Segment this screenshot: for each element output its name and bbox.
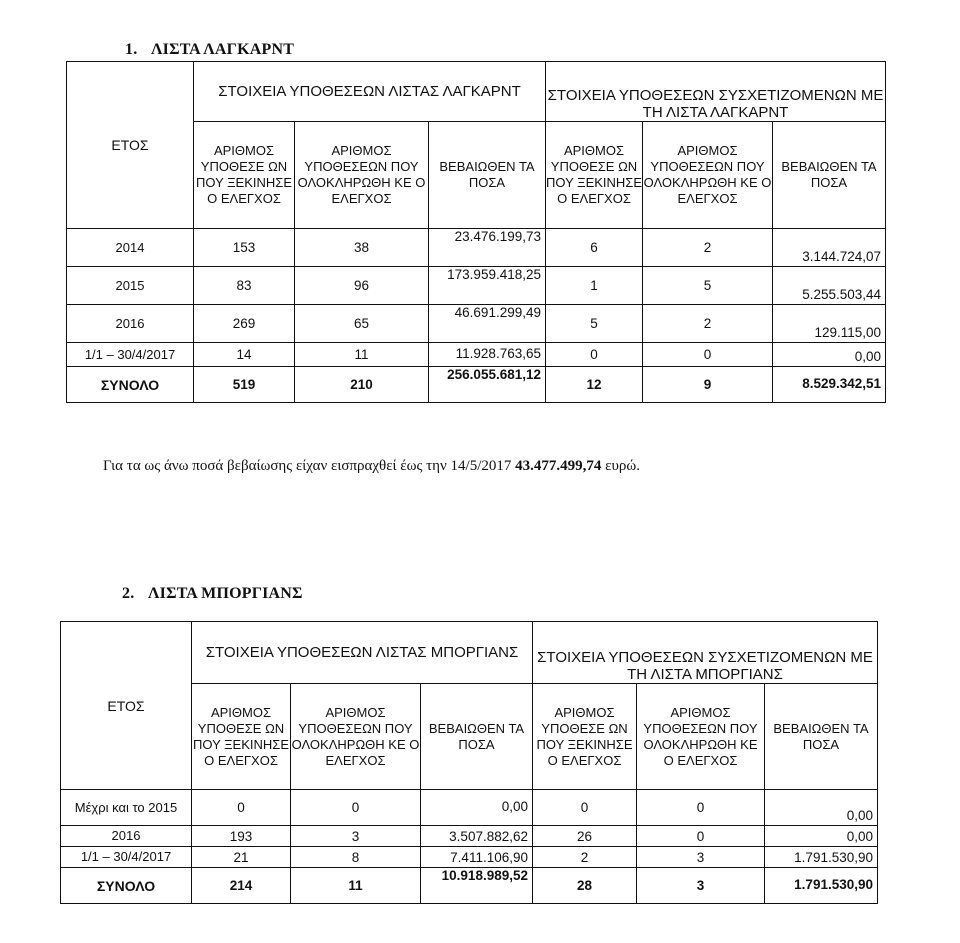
cell-related-completed: 0 <box>643 343 773 367</box>
group-header-list: ΣΤΟΙΧΕΙΑ ΥΠΟΘΕΣΕΩΝ ΛΙΣΤΑΣ ΜΠΟΡΓΙΑΝΣ <box>192 622 533 684</box>
cell-related-completed: 2 <box>643 305 773 343</box>
row-year: 2014 <box>67 229 194 267</box>
table-row <box>61 826 878 847</box>
col-related-started: ΑΡΙΘΜΟΣ ΥΠΟΘΕΣΕ ΩΝ ΠΟΥ ΞΕΚΙΝΗΣΕ Ο ΕΛΕΓΧΟΣ <box>533 684 637 790</box>
cell-related-completed: 0 <box>637 790 765 826</box>
col-completed: ΑΡΙΘΜΟΣ ΥΠΟΘΕΣΕΩΝ ΠΟΥ ΟΛΟΚΛΗΡΩΘΗ ΚΕ Ο ΕΛΕΓΧΟΣ <box>291 684 421 790</box>
cell-certified-amount: 7.411.106,90 <box>421 847 533 868</box>
table-row <box>61 847 878 868</box>
total-row <box>67 367 886 403</box>
row-year: 1/1 – 30/4/2017 <box>67 343 194 367</box>
group-header-related: ΣΤΟΙΧΕΙΑ ΥΠΟΘΕΣΕΩΝ ΣΥΣΧΕΤΙΖΟΜΕΝΩΝ ΜΕ ΤΗ ΛΙΣΤΑ ΜΠΟΡΓΙΑΝΣ <box>533 622 878 684</box>
col-started: ΑΡΙΘΜΟΣ ΥΠΟΘΕΣΕ ΩΝ ΠΟΥ ΞΕΚΙΝΗΣΕ Ο ΕΛΕΓΧΟΣ <box>194 122 295 229</box>
section-2-heading <box>122 585 303 603</box>
section-1-number: 1. <box>125 41 138 58</box>
table-row <box>67 343 886 367</box>
cell-related-started: 0 <box>533 790 637 826</box>
cell-related-certified-amount: 3.144.724,07 <box>773 229 886 267</box>
year-header: ΕΤΟΣ <box>67 62 194 229</box>
cell-certified-amount: 23.476.199,73 <box>429 229 546 267</box>
cell-completed: 3 <box>291 826 421 847</box>
total-certified-amount: 10.918.989,52 <box>421 868 533 904</box>
table-row <box>67 267 886 305</box>
cell-completed: 0 <box>291 790 421 826</box>
cell-certified-amount: 173.959.418,25 <box>429 267 546 305</box>
col-related-completed: ΑΡΙΘΜΟΣ ΥΠΟΘΕΣΕΩΝ ΠΟΥ ΟΛΟΚΛΗΡΩΘΗ ΚΕ Ο ΕΛΕΓΧΟΣ <box>643 122 773 229</box>
borgians-table <box>60 621 878 904</box>
note-unit: ευρώ. <box>605 458 640 474</box>
note-text: Για τα ως άνω ποσά βεβαίωσης είχαν εισπραχθεί έως την 14/5/2017 <box>103 458 512 474</box>
year-header: ΕΤΟΣ <box>61 622 192 790</box>
total-label: ΣΥΝΟΛΟ <box>67 367 194 403</box>
cell-related-completed: 0 <box>637 826 765 847</box>
cell-certified-amount: 46.691.299,49 <box>429 305 546 343</box>
total-started: 519 <box>194 367 295 403</box>
note-amount: 43.477.499,74 <box>515 458 602 474</box>
col-related-completed: ΑΡΙΘΜΟΣ ΥΠΟΘΕΣΕΩΝ ΠΟΥ ΟΛΟΚΛΗΡΩΘΗ ΚΕ Ο ΕΛΕΓΧΟΣ <box>637 684 765 790</box>
col-certified-amounts: ΒΕΒΑΙΩΘΕΝ ΤΑ ΠΟΣΑ <box>429 122 546 229</box>
group-header-related: ΣΤΟΙΧΕΙΑ ΥΠΟΘΕΣΕΩΝ ΣΥΣΧΕΤΙΖΟΜΕΝΩΝ ΜΕ ΤΗ ΛΙΣΤΑ ΛΑΓΚΑΡΝΤ <box>546 62 886 122</box>
cell-related-completed: 3 <box>637 847 765 868</box>
cell-completed: 96 <box>295 267 429 305</box>
cell-completed: 38 <box>295 229 429 267</box>
cell-related-certified-amount: 0,00 <box>765 790 878 826</box>
total-related-certified-amount: 1.791.530,90 <box>765 868 878 904</box>
cell-related-started: 5 <box>546 305 643 343</box>
total-related-completed: 9 <box>643 367 773 403</box>
cell-related-started: 2 <box>533 847 637 868</box>
cell-related-started: 6 <box>546 229 643 267</box>
table-row <box>67 229 886 267</box>
row-year: 1/1 – 30/4/2017 <box>61 847 192 868</box>
total-started: 214 <box>192 868 291 904</box>
cell-started: 83 <box>194 267 295 305</box>
total-label: ΣΥΝΟΛΟ <box>61 868 192 904</box>
col-started: ΑΡΙΘΜΟΣ ΥΠΟΘΕΣΕ ΩΝ ΠΟΥ ΞΕΚΙΝΗΣΕ Ο ΕΛΕΓΧΟΣ <box>192 684 291 790</box>
section-1-heading <box>125 41 294 59</box>
total-related-completed: 3 <box>637 868 765 904</box>
cell-started: 269 <box>194 305 295 343</box>
col-related-certified-amounts: ΒΕΒΑΙΩΘΕΝ ΤΑ ΠΟΣΑ <box>765 684 878 790</box>
section-2-number: 2. <box>122 585 135 602</box>
section-2-title: ΛΙΣΤΑ ΜΠΟΡΓΙΑΝΣ <box>148 585 303 602</box>
cell-related-completed: 5 <box>643 267 773 305</box>
cell-related-completed: 2 <box>643 229 773 267</box>
row-year: 2015 <box>67 267 194 305</box>
total-completed: 11 <box>291 868 421 904</box>
cell-related-certified-amount: 129.115,00 <box>773 305 886 343</box>
total-certified-amount: 256.055.681,12 <box>429 367 546 403</box>
total-related-started: 12 <box>546 367 643 403</box>
cell-certified-amount: 11.928.763,65 <box>429 343 546 367</box>
section-1-title: ΛΙΣΤΑ ΛΑΓΚΑΡΝΤ <box>151 41 295 58</box>
col-related-certified-amounts: ΒΕΒΑΙΩΘΕΝ ΤΑ ΠΟΣΑ <box>773 122 886 229</box>
cell-related-certified-amount: 0,00 <box>765 826 878 847</box>
row-year: 2016 <box>67 305 194 343</box>
total-row <box>61 868 878 904</box>
cell-started: 0 <box>192 790 291 826</box>
cell-started: 193 <box>192 826 291 847</box>
collection-note <box>103 458 640 475</box>
total-related-certified-amount: 8.529.342,51 <box>773 367 886 403</box>
row-year: 2016 <box>61 826 192 847</box>
cell-related-started: 1 <box>546 267 643 305</box>
cell-related-started: 0 <box>546 343 643 367</box>
total-related-started: 28 <box>533 868 637 904</box>
table-row <box>61 790 878 826</box>
col-related-started: ΑΡΙΘΜΟΣ ΥΠΟΘΕΣΕ ΩΝ ΠΟΥ ΞΕΚΙΝΗΣΕ Ο ΕΛΕΓΧΟΣ <box>546 122 643 229</box>
lagkarnt-table <box>66 61 886 403</box>
col-certified-amounts: ΒΕΒΑΙΩΘΕΝ ΤΑ ΠΟΣΑ <box>421 684 533 790</box>
cell-completed: 65 <box>295 305 429 343</box>
col-completed: ΑΡΙΘΜΟΣ ΥΠΟΘΕΣΕΩΝ ΠΟΥ ΟΛΟΚΛΗΡΩΘΗ ΚΕ Ο ΕΛΕΓΧΟΣ <box>295 122 429 229</box>
cell-related-started: 26 <box>533 826 637 847</box>
cell-completed: 8 <box>291 847 421 868</box>
cell-started: 153 <box>194 229 295 267</box>
table-row <box>67 305 886 343</box>
cell-certified-amount: 3.507.882,62 <box>421 826 533 847</box>
cell-related-certified-amount: 0,00 <box>773 343 886 367</box>
row-year: Μέχρι και το 2015 <box>61 790 192 826</box>
total-completed: 210 <box>295 367 429 403</box>
cell-started: 21 <box>192 847 291 868</box>
cell-completed: 11 <box>295 343 429 367</box>
group-header-list: ΣΤΟΙΧΕΙΑ ΥΠΟΘΕΣΕΩΝ ΛΙΣΤΑΣ ΛΑΓΚΑΡΝΤ <box>194 62 546 122</box>
cell-started: 14 <box>194 343 295 367</box>
cell-related-certified-amount: 1.791.530,90 <box>765 847 878 868</box>
cell-certified-amount: 0,00 <box>421 790 533 826</box>
cell-related-certified-amount: 5.255.503,44 <box>773 267 886 305</box>
